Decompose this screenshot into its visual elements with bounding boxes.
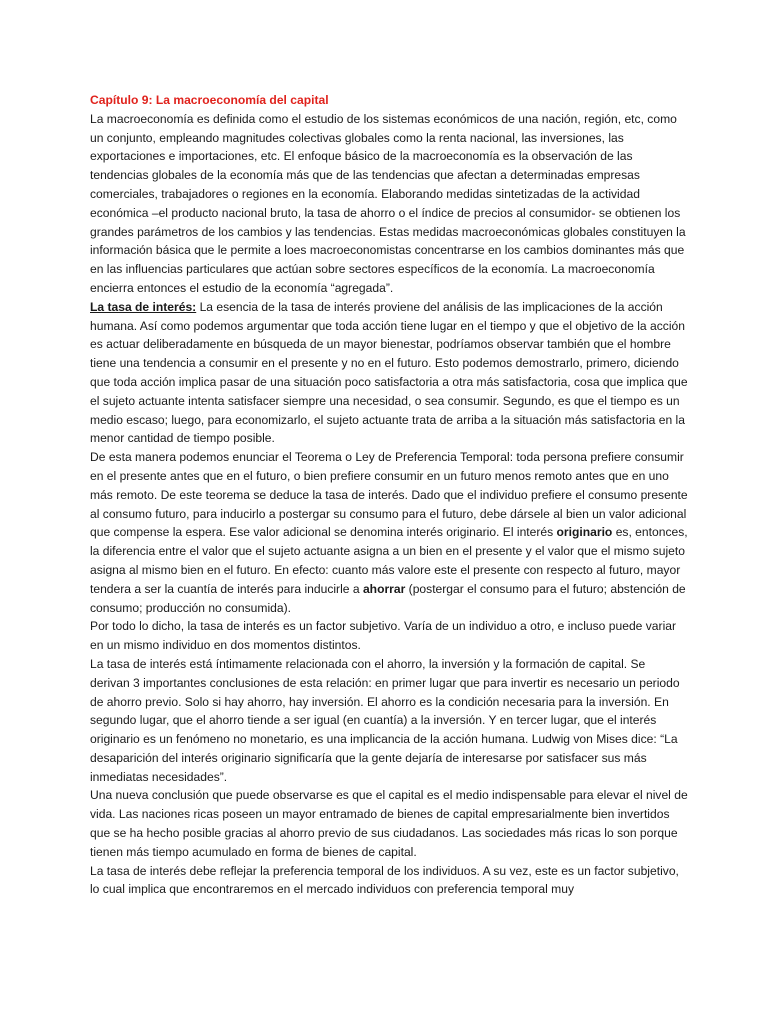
paragraph-tasa-de-interes-text: La esencia de la tasa de interés proviene del análisis de las implicaciones de la acción humana. Así como podemos argumentar que toda acción tiene lugar en el tiempo y que el objetivo de la acción es actuar deliberadamente en búsqueda de un mayor bienestar, podríamos observar también que el hombre tiene una tendencia a consumir en el presente y no en el futuro. Esto podemos demostrarlo, primero, diciendo que toda acción implica pasar de una situación poco satisfactoria a otra más satisfactoria, cosa que implica que el sujeto actuante intenta satisfacer siempre una necesidad, o sea consumir. Segundo, es que el tiempo es un medio escaso; luego, para economizarlo, el sujeto actuante trata de arriba a la situación más satisfactoria en la menor cantidad de tiempo posible. bbox=[90, 299, 688, 446]
paragraph-tasa-de-interes bbox=[90, 298, 688, 448]
document-body bbox=[90, 91, 688, 899]
paragraph-capital: Una nueva conclusión que puede observarse es que el capital es el medio indispensable para elevar el nivel de vida. Las naciones ricas poseen un mayor entramado de bienes de capital empresarialmente bien invertidos que se ha hecho posible gracias al ahorro previo de sus ciudadanos. Las sociedades más ricas lo son porque tienen más tiempo acumulado en forma de bienes de capital. bbox=[90, 788, 688, 859]
paragraph-preferencia-temporal: La tasa de interés debe reflejar la preferencia temporal de los individuos. A su vez, este es un factor subjetivo, lo cual implica que encontraremos en el mercado individuos con preferencia temporal muy bbox=[90, 863, 679, 897]
paragraph-ahorro-inversion: La tasa de interés está íntimamente relacionada con el ahorro, la inversión y la formación de capital. Se derivan 3 importantes conclusiones de esta relación: en primer lugar que para invertir es necesario un periodo de ahorro previo. Solo si hay ahorro, hay inversión. El ahorro es la condición necesaria para la inversión. En segundo lugar, que el ahorro tiende a ser igual (en cuantía) a la inversión. Y en tercer lugar, que el interés originario es un fenómeno no monetario, es una implicancia de la acción humana. Ludwig von Mises dice: “La desaparición del interés originario significaría que la gente dejaría de interesarse por satisfacer sus más inmediatas necesidades”. bbox=[90, 656, 680, 784]
term-ahorrar: ahorrar bbox=[362, 581, 406, 596]
paragraph-macroeconomia: La macroeconomía es definida como el estudio de los sistemas económicos de una nación, región, etc, como un conjunto, empleando magnitudes colectivas globales como la renta nacional, las inversiones, las exportaciones e importaciones, etc. El enfoque básico de la macroeconomía es la observación de las tendencias globales de la economía más que de las tendencias que afectan a determinadas empresas comerciales, trabajadores o regiones en la economía. Elaborando medidas sintetizadas de la actividad económica –el producto nacional bruto, la tasa de ahorro o el índice de precios al consumidor- se obtienen los grandes parámetros de los cambios y las tendencias. Estas medidas macroeconómicas globales constituyen la información básica que le permite a loes macroeconomistas concentrarse en los cambios dominantes más que en las influencias particulares que actúan sobre sectores específicos de la economía. La macroeconomía encierra entonces el estudio de la economía “agregada”. bbox=[90, 111, 686, 295]
term-originario: originario bbox=[556, 525, 613, 540]
section-label-tasa-de-interes: La tasa de interés: bbox=[90, 299, 197, 314]
paragraph-teorema-part3: (postergar el consumo para el futuro; abstención de consumo; producción no consumida). bbox=[90, 581, 686, 615]
paragraph-factor-subjetivo: Por todo lo dicho, la tasa de interés es un factor subjetivo. Varía de un individuo a otro, e incluso puede variar en un mismo individuo en dos momentos distintos. bbox=[90, 619, 677, 653]
chapter-title: Capítulo 9: La macroeconomía del capital bbox=[90, 93, 329, 107]
paragraph-teorema-part2: es, entonces, la diferencia entre el valor que el sujeto actuante asigna a un bien en el presente y el valor que el mismo sujeto asigna al mismo bien en el futuro. En efecto: cuanto más valore este el presente con respecto al futuro, mayor tendera a ser la cuantía de interés para inducirle a bbox=[90, 525, 688, 596]
paragraph-teorema bbox=[90, 448, 688, 617]
paragraph-teorema-part1: De esta manera podemos enunciar el Teorema o Ley de Preferencia Temporal: toda persona prefiere consumir en el presente antes que en el futuro, o bien prefiere consumir en un futuro menos remoto antes que en uno más remoto. De este teorema se deduce la tasa de interés. Dado que el individuo prefiere el consumo presente al consumo futuro, para inducirlo a postergar su consumo para el futuro, debe dársele al bien un valor adicional que compense la espera. Ese valor adicional se denomina interés originario. El interés bbox=[90, 450, 688, 540]
